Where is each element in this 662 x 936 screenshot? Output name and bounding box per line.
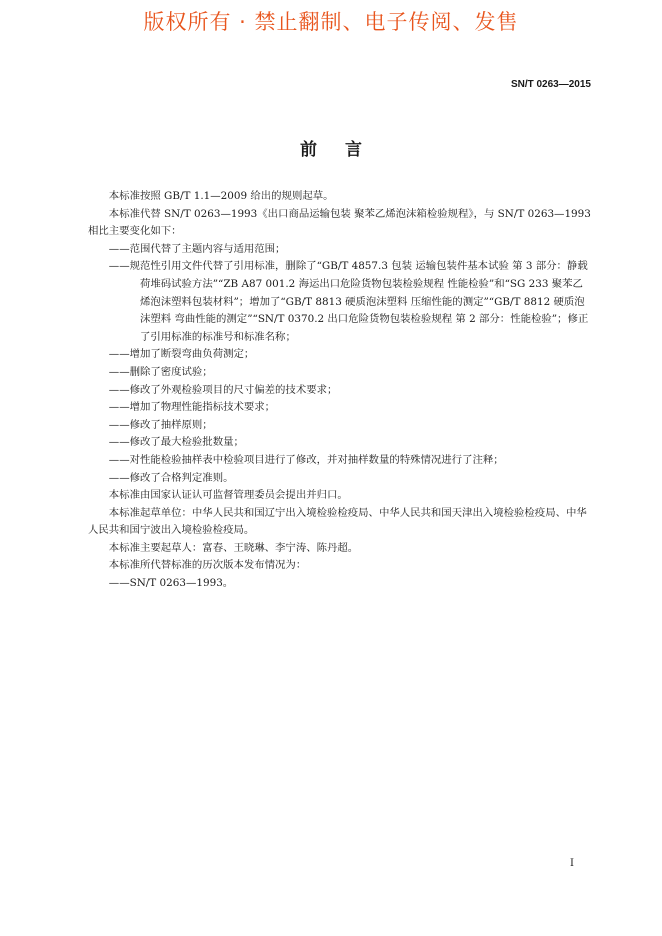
list-item: ——修改了合格判定准则。 [108, 471, 234, 484]
list-item: ——范围代替了主题内容与适用范围； [108, 242, 286, 255]
page-number: I [570, 858, 574, 869]
list-item: ——删除了密度试验； [108, 365, 213, 378]
copyright-watermark: 版权所有 · 禁止翻制、电子传阅、发售 [143, 10, 519, 34]
paragraph: 本标准代替 SN/T 0263—1993《出口商品运输包装 聚苯乙烯泡沫箱检验规程》，与 SN/T 0263—1993 相比主要变化如下： [88, 207, 591, 238]
page-title: 前言 [300, 140, 390, 160]
list-item: ——对性能检验抽样表中检验项目进行了修改，并对抽样数量的特殊情况进行了注释； [108, 453, 504, 466]
list-item: ——增加了断裂弯曲负荷测定； [108, 348, 255, 361]
paragraph: 本标准由国家认证认可监督管理委员会提出并归口。 [108, 489, 348, 502]
list-item: ——修改了抽样原则； [108, 418, 213, 431]
paragraph: 本标准主要起草人：富春、王晓琳、李宁涛、陈丹超。 [108, 541, 359, 554]
list-item: ——修改了外观检验项目的尺寸偏差的技术要求； [108, 383, 338, 396]
paragraph: 本标准所代替标准的历次版本发布情况为： [108, 559, 307, 572]
list-item: ——规范性引用文件代替了引用标准，删除了“GB/T 4857.3 包装 运输包装件基本试验 第 3 部分：静载荷堆码试验方法”“ZB A87 001.2 海运出口危险货物包装检验规程 性能检验”和“SG 233 聚苯乙烯泡沫塑料包装材料”；增加了“GB/T 8813 硬质泡沫塑料 压缩性能的测定”“GB/T 8812 硬质泡沫塑料 弯曲性能的测定”“SN/T 0370.2 出口危险货物包装检验规程 第 2 部分：性能检验”；修正了引用标准的标准号和标准名称； [108, 260, 589, 343]
paragraph: 本标准起草单位：中华人民共和国辽宁出入境检验检疫局、中华人民共和国天津出入境检验检疫局、中华人民共和国宁波出入境检验检疫局。 [88, 506, 587, 537]
foreword-body [88, 188, 591, 593]
list-item: ——增加了物理性能指标技术要求； [108, 401, 276, 414]
list-item: ——SN/T 0263—1993。 [108, 577, 234, 590]
paragraph: 本标准按照 GB/T 1.1—2009 给出的规则起草。 [108, 190, 334, 202]
list-item: ——修改了最大检验批数量； [108, 436, 244, 449]
standard-code: SN/T 0263—2015 [510, 79, 591, 90]
